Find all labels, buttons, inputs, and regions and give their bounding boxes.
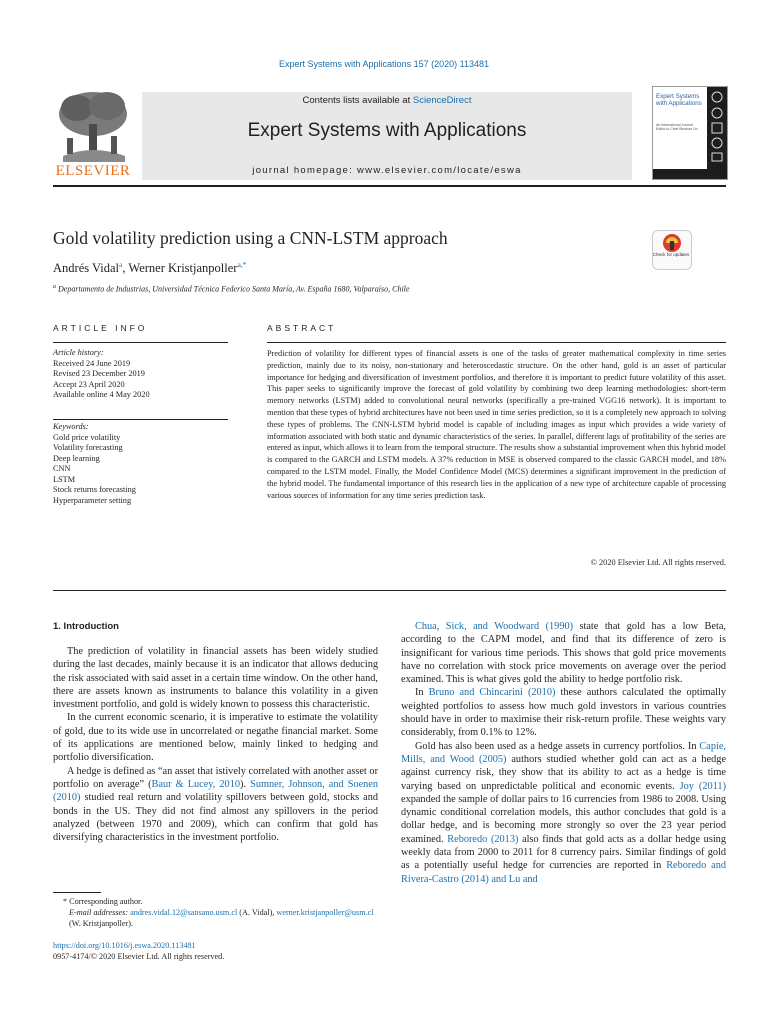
body-paragraph: [401, 686, 726, 739]
paragraph-text: ).: [240, 778, 251, 790]
abstract-bottom-rule: [53, 590, 726, 591]
keyword: Stock returns forecasting: [53, 485, 136, 494]
journal-name: Expert Systems with Applications: [247, 120, 527, 141]
keywords-label: Keywords:: [53, 422, 89, 431]
author-list: [53, 260, 246, 276]
check-for-updates-badge[interactable]: [652, 230, 692, 270]
footnote-rule: [53, 892, 101, 893]
journal-cover-thumbnail[interactable]: [652, 86, 728, 180]
email-link[interactable]: werner.kristjanpoller@usm.cl: [276, 908, 374, 917]
body-paragraph: [401, 740, 726, 886]
citation-link[interactable]: Sumner, Johnson, and Soenen (2010): [53, 778, 379, 804]
corresponding-author-note: [53, 896, 378, 907]
keyword: Deep learning: [53, 453, 100, 463]
paragraph-text: state that gold has a low Beta, according to the CAPM model, and find that its difference of zero is insignificant for various time periods. This shows that gold price movements have no correlation with stock price movements on average over the period examined. This is what gives gold the ability to hedge portfolio risk.: [401, 621, 726, 686]
author-affiliation-mark[interactable]: a: [119, 260, 123, 269]
paragraph-text: authors studied whether gold can act as a hedge against currency risk, they show that its ability to act as a hedge is time varying based on unpredictable political and economic events.: [401, 753, 727, 792]
paragraph-text: A hedge is defined as “an asset that istively correlated with another asset or portfolio on average” (: [53, 765, 378, 790]
citation-link[interactable]: Reboredo (2013): [447, 833, 519, 845]
citation-link[interactable]: Chua, Sick, and Woodward (1990): [415, 621, 574, 632]
paper-title: Gold volatility prediction using a CNN-LSTM approach: [53, 228, 448, 248]
article-info-heading: ARTICLE INFO: [53, 323, 148, 333]
article-info-rule: [53, 342, 228, 343]
sciencedirect-link[interactable]: ScienceDirect: [412, 95, 472, 106]
email-owner: (A. Vidal),: [237, 908, 277, 917]
paragraph-text: expanded the sample of dollar pairs to 16 currencies from 1986 to 2008. Using dynamic conditional correlation models, this author concludes that gold is a dollar hedge, and is becoming more strongly so over the 23 year period examined.: [401, 793, 726, 845]
keywords: [53, 422, 228, 506]
elsevier-wordmark[interactable]: ELSEVIER: [55, 163, 131, 179]
citation-link[interactable]: Baur & Lucey, 2010: [151, 778, 241, 790]
author-affiliation-mark[interactable]: a,*: [237, 260, 247, 269]
paragraph-text: these authors calculated the optimally weighted portfolios to assess how much gold investors in various countries should have in order to maximise their risk-return profile. These weights vary considerably, from 0.1% to 12%.: [401, 687, 727, 739]
body-column-left: [53, 645, 378, 844]
contents-prefix: Contents lists available at: [302, 95, 413, 106]
footnote-mark: *: [63, 897, 68, 906]
corresponding-author-text: Corresponding author.: [69, 897, 143, 906]
body-paragraph: [401, 620, 726, 686]
cover-subtitle-line: An International Journal: [656, 123, 693, 127]
citation-link[interactable]: Reboredo and Rivera-Castro (2014) and Lu and: [401, 860, 726, 885]
history-item: Revised 23 December 2019: [53, 369, 145, 378]
email-label: E-mail addresses:: [69, 908, 131, 917]
body-paragraph: In the current economic scenario, it is imperative to estimate the volatility of gold, due to its wide use in uncorrelated or negathe financial market. Some of its applications are mentioned below, mainly linked to hedging and portfolio diversification.: [53, 712, 378, 764]
abstract-rule: [267, 342, 726, 343]
journal-citation[interactable]: Expert Systems with Applications 157 (2020) 113481: [279, 59, 489, 69]
paragraph-text: Gold has also been used as a hedge assets in currency portfolios. In: [415, 740, 700, 752]
check-for-updates-caption: Check for updates: [652, 252, 690, 257]
paragraph-text: In: [415, 687, 429, 699]
history-item: Accept 23 April 2020: [53, 379, 125, 389]
journal-homepage[interactable]: journal homepage: www.elsevier.com/locate/eswa: [252, 165, 522, 176]
citation-link[interactable]: Bruno and Chincarini (2010): [428, 687, 556, 699]
keyword: CNN: [53, 464, 71, 473]
keyword: Hyperparameter setting: [53, 495, 132, 505]
cover-editor-line: Editor-in-Chief Binshan Lin: [656, 127, 698, 131]
email-link[interactable]: andres.vidal.12@sansano.usm.cl: [130, 908, 238, 917]
cover-title: Expert Systems with Applications: [656, 93, 702, 107]
author-name[interactable]: Andrés Vidal: [53, 261, 120, 276]
history-item: Available online 4 May 2020: [53, 390, 150, 399]
abstract-copyright: © 2020 Elsevier Ltd. All rights reserved.: [590, 558, 726, 567]
citation-link[interactable]: Capie, Mills, and Wood (2005): [401, 740, 726, 765]
citation-link[interactable]: Joy (2011): [679, 780, 726, 792]
abstract-text: Prediction of volatility for different types of financial assets is one of the tasks of greater mathematical complexity in time series prediction, mainly due to its noisy, non-stationary and heteroscedastic structure. On the other hand, gold is an asset of particular importance for hedging and diversification of investment portfolios, and therefore it is important to predict future volatility of this asset. This paper seeks to significantly improve the forecast of gold volatility by combining two deep learning methodologies: short-term memory networks (LSTM) added to convolutional neural networks (specifically a pre-trained VGG16 network). It is important to mention that these types of hybrid architectures have not been used in time series prediction, so it is a completely new approach to solving these types of problems. The CNN-LSTM hybrid model is capable of including images as input which provides a wide variety of information associated with both static and dynamic characteristics of the series. In parallel, different lags of profitability of the series are entered as input, which allows it to learn from the temporal structure. The results show a substantial improvement when this hybrid model is compared to the GARCH and LSTM models. A 37% reduction in MSE is observed compared to the classic GARCH model, and 18% compared to the LSTM model. Finally, the Model Confidence Model (MCS) determines a significant improvement in the prediction of the hybrid model. The fundamental importance of this research lies in the application of a new type of architecture capable of processing various sources of information for any time series prediction task.: [267, 349, 726, 500]
section-heading-introduction: 1. Introduction: [53, 621, 119, 632]
email-owner: (W. Kristjanpoller).: [69, 919, 134, 928]
affiliation-mark: a: [53, 284, 56, 290]
history-item: Received 24 June 2019: [53, 358, 131, 368]
keyword: LSTM: [53, 474, 76, 484]
author-name[interactable]: Werner Kristjanpoller: [128, 261, 238, 276]
keyword: Gold price volatility: [53, 432, 121, 442]
paragraph-text: also finds that gold acts as a dollar hedge using weekly data from 2000 to 2011 for 8 currency pairs. Similar findings of gold as a potentially useful hedge for currencies are reported in: [401, 833, 726, 872]
abstract-heading: ABSTRACT: [267, 323, 337, 333]
cover-subtitle: [656, 123, 702, 131]
keywords-rule: [53, 419, 228, 420]
contents-line: [142, 95, 632, 106]
cover-footer-bar: [653, 169, 727, 179]
history-label: Article history:: [53, 348, 104, 357]
affiliation: [53, 284, 409, 294]
cover-dark-strip: [707, 87, 727, 179]
keyword: Volatility forecasting: [53, 443, 123, 452]
paragraph-text: studied real return and volatility spillovers between gold, stocks and bonds in the US. They did not find almost any spillovers in the period analyzed (between 1970 and 2009), which can confirm that gold has diversifying characteristics in the investment portfolio.: [53, 792, 378, 844]
article-history: [53, 348, 228, 401]
body-paragraph: [53, 765, 378, 845]
body-paragraph: The prediction of volatility in financial assets has been widely studied during the last decades, mainly because it is an indicator that allows deducing the risk associated with said asset in a certain time window. On the other hand, there are assets known as instruments to balance this volatility in a given investment portfolio, and gold is widely known to possess this characteristic.: [53, 646, 378, 711]
issn-line: 0957-4174/© 2020 Elsevier Ltd. All rights reserved.: [53, 952, 225, 961]
doi-link[interactable]: https://doi.org/10.1016/j.eswa.2020.113481: [53, 941, 196, 950]
footnote: [53, 896, 378, 929]
masthead-rule: [53, 185, 726, 187]
body-column-right: [401, 620, 726, 886]
author-separator: ,: [122, 261, 129, 276]
affiliation-text: Departamento de Industrias, Universidad Técnica Federico Santa María, Av. España 1680, Valparaíso, Chile: [58, 284, 410, 294]
doi-block: [53, 940, 378, 962]
email-addresses: [53, 907, 378, 929]
